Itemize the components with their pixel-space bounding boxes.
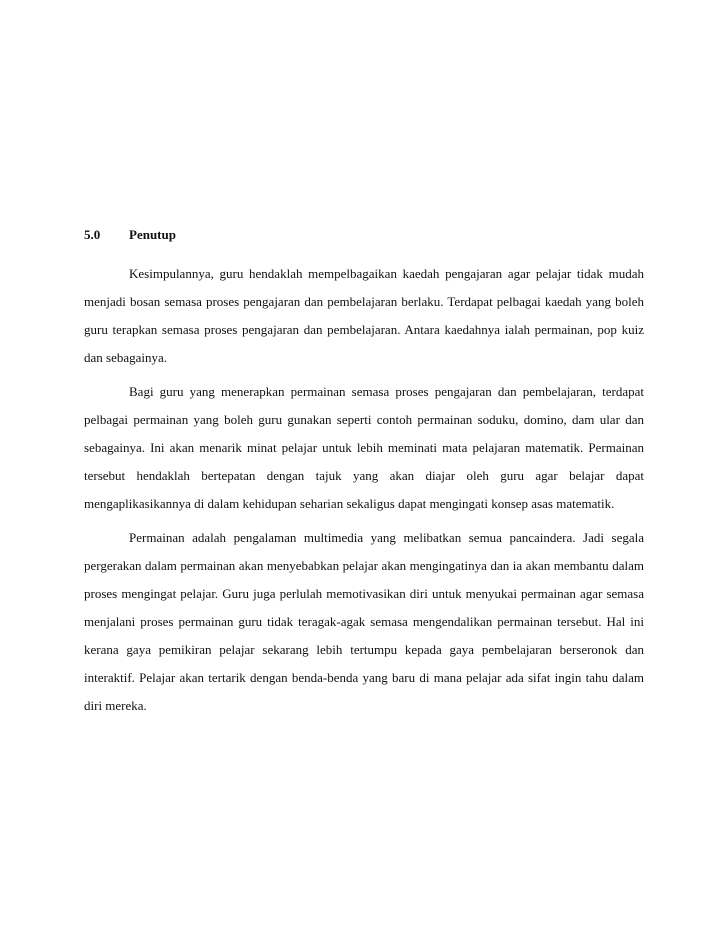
- section-title: Penutup: [129, 227, 176, 242]
- paragraph: Permainan adalah pengalaman multimedia yang melibatkan semua pancaindera. Jadi segala pergerakan dalam permainan akan menyebabkan pelajar akan mengingatinya dan ia akan membantu dalam proses mengingat pelajar. Guru juga perlulah memotivasikan diri untuk menyukai permainan agar semasa menjalani proses permainan guru tidak teragak-agak semasa mengendalikan permainan tersebut. Hal ini kerana gaya pemikiran pelajar sekarang lebih tertumpu kepada gaya pembelajaran berseronok dan interaktif. Pelajar akan tertarik dengan benda-benda yang baru di mana pelajar ada sifat ingin tahu dalam diri mereka.: [84, 530, 644, 713]
- paragraph: Bagi guru yang menerapkan permainan semasa proses pengajaran dan pembelajaran, terdapat pelbagai permainan yang boleh guru gunakan seperti contoh permainan soduku, domino, dam ular dan sebagainya. Ini akan menarik minat pelajar untuk lebih meminati mata pelajaran matematik. Permainan tersebut hendaklah bertepatan dengan tajuk yang akan diajar oleh guru agar belajar dapat mengaplikasikannya di dalam kehidupan seharian sekaligus dapat mengingati konsep asas matematik.: [84, 384, 644, 511]
- section-heading: [84, 226, 644, 244]
- document-page: [84, 226, 644, 720]
- section-number: 5.0: [84, 227, 101, 242]
- paragraph: Kesimpulannya, guru hendaklah mempelbagaikan kaedah pengajaran agar pelajar tidak mudah menjadi bosan semasa proses pengajaran dan pembelajaran berlaku. Terdapat pelbagai kaedah yang boleh guru terapkan semasa proses pengajaran dan pembelajaran. Antara kaedahnya ialah permainan, pop kuiz dan sebagainya.: [84, 266, 644, 365]
